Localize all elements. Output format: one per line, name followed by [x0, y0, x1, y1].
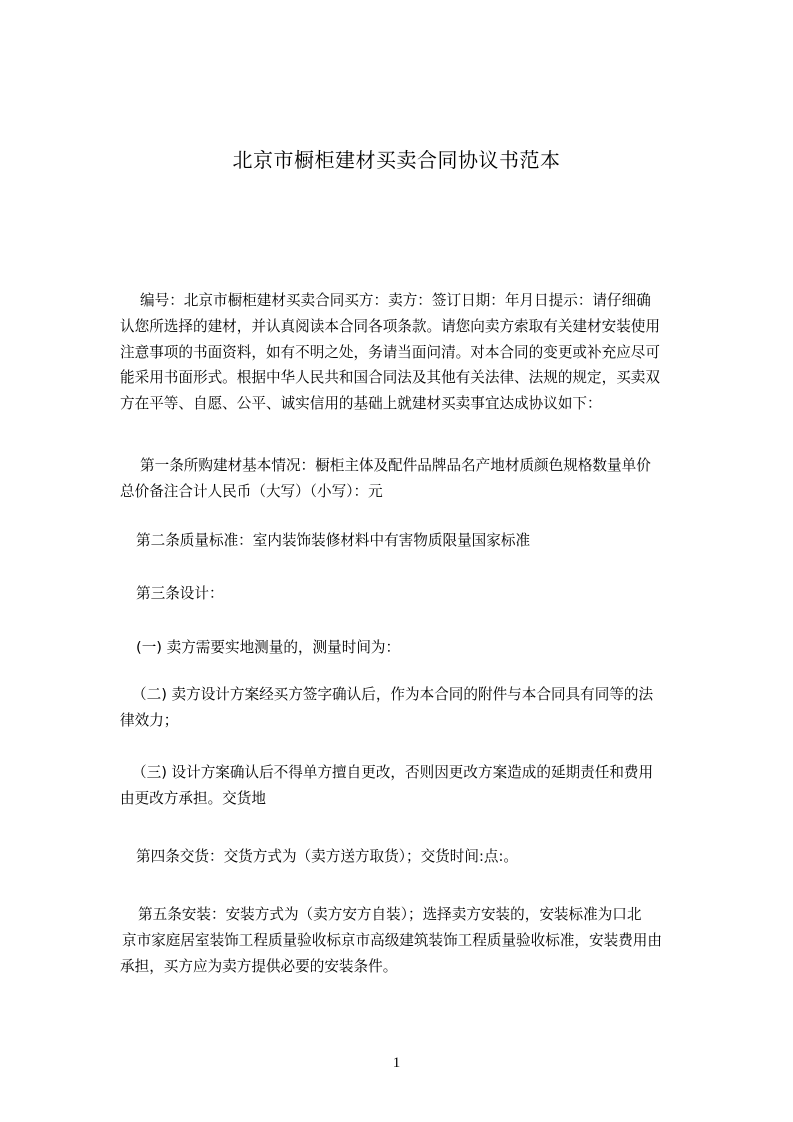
- text-line: 注意事项的书面资料，如有不明之处，务请当面问清。对本合同的变更或补充应尽可: [120, 343, 660, 361]
- text-line: 第五条安装：安装方式为（卖方安方自装）；选择卖方安装的，安装标准为口北: [138, 906, 642, 923]
- text-line: 能采用书面形式。根据中华人民共和国合同法及其他有关法律、法规的规定，买卖双: [120, 369, 660, 387]
- paragraph-preamble: [120, 288, 702, 417]
- text-line: 总价备注合计人民币（大写）（小写）：元: [120, 482, 383, 500]
- text-line: 承担，买方应为卖方提供必要的安装条件。: [120, 957, 398, 975]
- paragraph-article-3: [120, 581, 702, 607]
- text-line: 认您所选择的建材，并认真阅读本合同各项条款。请您向卖方索取有关建材安装使用: [120, 317, 660, 335]
- paragraph-article-5: [120, 902, 702, 979]
- paragraph-article-4: [120, 844, 702, 870]
- text-line: 方在平等、自愿、公平、诚实信用的基础上就建材买卖事宜达成协议如下：: [120, 395, 602, 413]
- text-line: 第一条所购建材基本情况：橱柜主体及配件品牌品名产地材质颜色规格数量单价: [140, 457, 651, 474]
- text-line: (一) 卖方需要实地测量的，测量时间为：: [136, 639, 401, 656]
- text-line: 第四条交货：交货方式为（卖方送方取货）；交货时间:点:。: [136, 848, 518, 865]
- paragraph-clause-1: [120, 635, 702, 661]
- text-line: 编号：北京市橱柜建材买卖合同买方：卖方：签订日期：年月日提示：请仔细确: [140, 292, 651, 309]
- paragraph-article-2: [120, 528, 702, 554]
- text-line: 由更改方承担。交货地: [120, 789, 266, 807]
- text-line: （二) 卖方设计方案经买方签字确认后，作为本合同的附件与本合同具有同等的法: [132, 686, 654, 703]
- text-line: 第二条质量标准：室内装饰装修材料中有害物质限量国家标准: [136, 532, 531, 549]
- page-number: 1: [392, 1055, 401, 1071]
- paragraph-clause-2: [120, 682, 702, 734]
- paragraph-article-1: [120, 453, 702, 505]
- text-line: 京市家庭居室装饰工程质量验收标京市高级建筑装饰工程质量验收标准，安装费用由: [122, 931, 662, 949]
- text-line: 律效力；: [120, 711, 179, 729]
- text-line: （三) 设计方案确认后不得单方擅自更改，否则因更改方案造成的延期责任和费用: [132, 764, 654, 781]
- document-title: 北京市橱柜建材买卖合同协议书范本: [232, 148, 561, 172]
- text-line: 第三条设计：: [136, 585, 224, 602]
- paragraph-clause-3: [120, 760, 702, 812]
